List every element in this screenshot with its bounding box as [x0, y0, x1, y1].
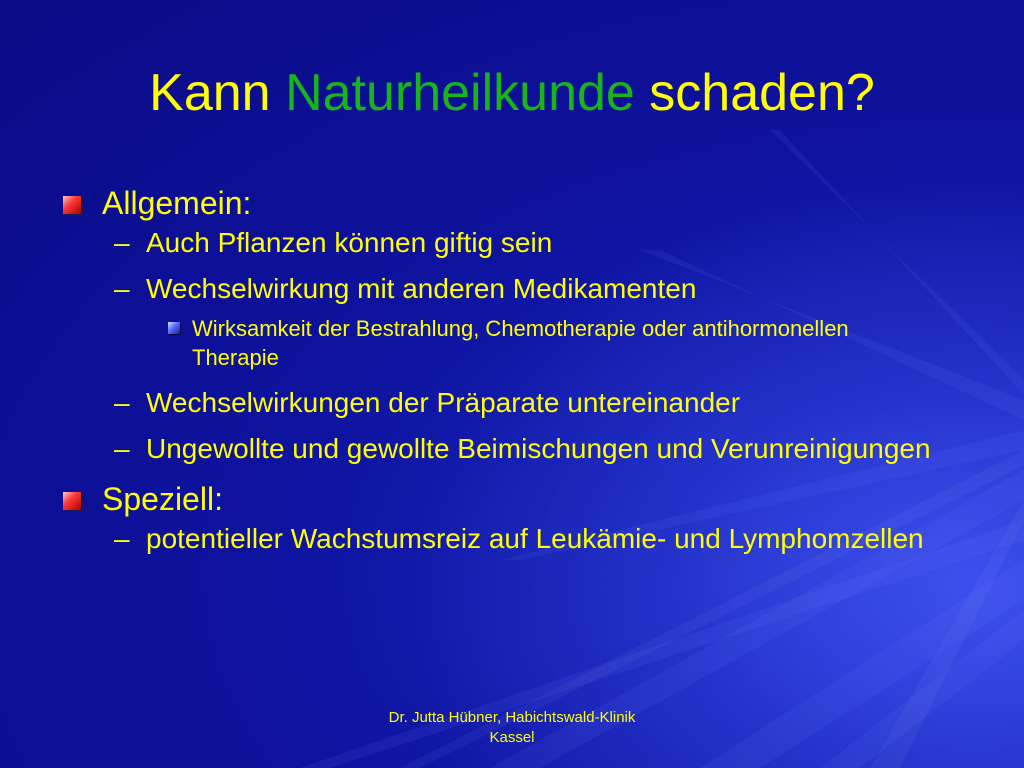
slide-title — [0, 58, 1024, 128]
dash-bullet: – — [114, 523, 130, 554]
list-item-text: Wechselwirkung mit anderen Medikamenten — [146, 273, 697, 304]
red-square-bullet-icon — [63, 196, 81, 214]
blue-square-bullet-icon — [168, 322, 180, 334]
footer-location: Kassel — [489, 729, 535, 746]
section-heading-text: Allgemein: — [102, 185, 252, 221]
list-item — [60, 272, 960, 306]
slide-footer — [330, 708, 694, 748]
list-item — [60, 432, 960, 466]
section-heading-text: Speziell: — [102, 481, 223, 517]
dash-bullet: – — [114, 227, 130, 258]
title-part-accent: Naturheilkunde — [285, 64, 635, 122]
sub-list-item — [60, 314, 912, 372]
title-part-3: schaden? — [649, 64, 875, 122]
list-item-text: potentieller Wachstumsreiz auf Leukämie- und Lymphomzellen — [146, 523, 924, 554]
list-item — [60, 386, 960, 420]
sub-list-item-text: Wirksamkeit der Bestrahlung, Chemotherapie oder antihormonellen Therapie — [192, 316, 849, 370]
red-square-bullet-icon — [63, 492, 81, 510]
list-item — [60, 226, 960, 260]
dash-bullet: – — [114, 433, 130, 464]
title-part-1: Kann — [149, 64, 271, 122]
list-item-text: Wechselwirkungen der Präparate untereinander — [146, 387, 741, 418]
dash-bullet: – — [114, 273, 130, 304]
section-heading-speziell — [60, 480, 960, 518]
list-item — [60, 522, 960, 556]
list-item-text: Auch Pflanzen können giftig sein — [146, 227, 553, 258]
list-item-text: Ungewollte und gewollte Beimischungen und Verunreinigungen — [146, 433, 931, 464]
slide-content — [60, 184, 960, 568]
section-heading-allgemein — [60, 184, 960, 222]
footer-author: Dr. Jutta Hübner, Habichtswald-Klinik — [388, 709, 636, 726]
dash-bullet: – — [114, 387, 130, 418]
